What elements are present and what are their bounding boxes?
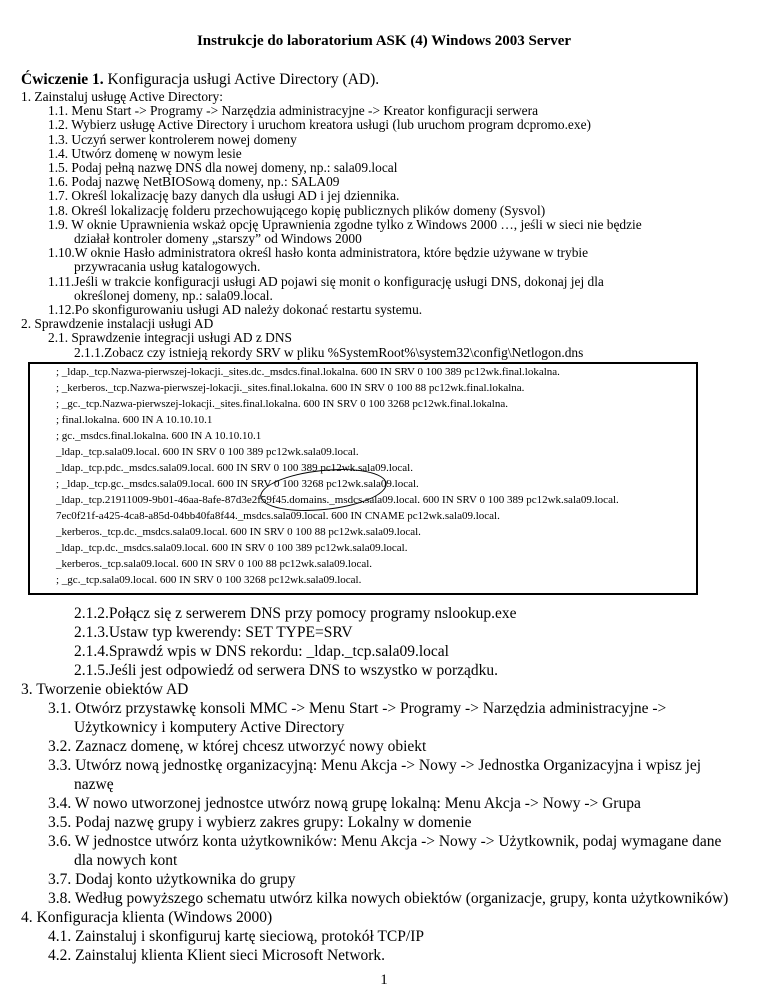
list-item: 3.2. Zaznacz domenę, w której chcesz utworzyć nowy obiekt <box>48 738 427 755</box>
dns-record-line: ; _kerberos._tcp.Nazwa-pierwszej-lokacji._sites.final.lokalna. 600 IN SRV 0 100 88 pc12wk.final.lokalna. <box>56 382 525 394</box>
list-item: 1.4. Utwórz domenę w nowym lesie <box>48 145 242 161</box>
list-item: 1.12.Po skonfigurowaniu usługi AD należy dokonać restartu systemu. <box>48 302 423 317</box>
list-item: 1.7. Określ lokalizację bazy danych dla usługi AD i jej dziennika. <box>48 188 400 204</box>
list-item: 4.2. Zainstaluj klienta Klient sieci Microsoft Network. <box>48 947 386 964</box>
list-item: 2.1.4.Sprawdź wpis w DNS rekordu: _ldap._tcp.sala09.local <box>74 643 449 660</box>
list-item: 1.3. Uczyń serwer kontrolerem nowej domeny <box>48 131 297 147</box>
list-item: 1.2. Wybierz usługę Active Directory i uruchom kreatora usługi (lub uruchom program dcpromo.exe) <box>48 117 591 133</box>
list-item: 2.1.3.Ustaw typ kwerendy: SET TYPE=SRV <box>74 624 353 641</box>
dns-record-line: _ldap._tcp.pdc._msdcs.sala09.local. 600 IN SRV 0 100 389 pc12wk.sala09.local. <box>56 462 413 474</box>
list-item: 3.6. W jednostce utwórz konta użytkowników: Menu Akcja -> Nowy -> Użytkownik, podaj wymagane dane <box>48 833 722 850</box>
list-item: 1.5. Podaj pełną nazwę DNS dla nowej domeny, np.: sala09.local <box>48 160 398 175</box>
list-item: określonej domeny, np.: sala09.local. <box>74 287 273 303</box>
dns-record-line: _ldap._tcp.21911009-9b01-46aa-8afe-87d3e2f59f45.domains._msdcs.sala09.local. 600 IN SRV 0 100 389 pc12wk.sala09.local. <box>56 494 619 506</box>
list-item: 4. Konfiguracja klienta (Windows 2000) <box>21 909 273 926</box>
dns-record-line: _ldap._tcp.dc._msdcs.sala09.local. 600 IN SRV 0 100 389 pc12wk.sala09.local. <box>56 542 408 554</box>
list-item-continued: dla nowych kont <box>74 852 178 869</box>
list-item-continued: przywracania usług katalogowych. <box>74 259 261 275</box>
list-item: 2.1.1.Zobacz czy istnieją rekordy SRV w pliku %SystemRoot%\system32\config\Netlogon.dns <box>74 344 584 360</box>
list-item: 2.1. Sprawdzenie integracji usługi AD z DNS <box>48 330 292 346</box>
document-title: Instrukcje do laboratorium ASK (4) Windows 2003 Server <box>196 33 572 49</box>
list-item: 3.1. Otwórz przystawkę konsoli MMC -> Menu Start -> Programy -> Narzędzia administracyjne -> <box>48 700 667 717</box>
list-item: 3.3. Utwórz nową jednostkę organizacyjną: Menu Akcja -> Nowy -> Jednostka Organizacyjna i wpisz jej <box>48 757 702 774</box>
list-item: 4.1. Zainstaluj i skonfiguruj kartę sieciową, protokół TCP/IP <box>48 928 424 945</box>
list-item: 3.8. Według powyższego schematu utwórz kilka nowych obiektów (organizacje, grupy, konta użytkowników) <box>48 890 729 907</box>
list-item: 2.1.2.Połącz się z serwerem DNS przy pomocy programy nslookup.exe <box>74 605 517 622</box>
dns-record-line: 7ec0f21f-a425-4ca8-a85d-04bb40fa8f44._msdcs.sala09.local. 600 IN CNAME pc12wk.sala09.local. <box>56 510 500 522</box>
dns-record-line: ; _gc._tcp.sala09.local. 600 IN SRV 0 100 3268 pc12wk.sala09.local. <box>56 574 362 586</box>
dns-record-line: _kerberos._tcp.dc._msdcs.sala09.local. 600 IN SRV 0 100 88 pc12wk.sala09.local. <box>56 526 421 538</box>
dns-record-line: ; gc._msdcs.final.lokalna. 600 IN A 10.10.10.1 <box>56 430 262 442</box>
list-item-continued: działał kontroler domeny „starszy” od Windows 2000 <box>74 231 362 246</box>
exercise-text: Konfiguracja usługi Active Directory (AD). <box>103 71 380 88</box>
netlogon-dns-listing <box>28 362 698 595</box>
list-item: 1.9. W oknie Uprawnienia wskaż opcję Uprawnienia zgodne tylko z Windows 2000 …, jeśli w sieci nie będzie <box>48 216 642 232</box>
list-item: 2.1.5.Jeśli jest odpowiedź od serwera DNS to wszystko w porządku. <box>74 662 499 679</box>
dns-record-line: _ldap._tcp.sala09.local. 600 IN SRV 0 100 389 pc12wk.sala09.local. <box>56 446 359 458</box>
list-item: 3.4. W nowo utworzonej jednostce utwórz nową grupę lokalną: Menu Akcja -> Nowy -> Grupa <box>48 795 641 812</box>
list-item: 1. Zainstaluj usługę Active Directory: <box>21 89 223 104</box>
list-item: 1.10.W oknie Hasło administratora określ hasło konta administratora, które będzie używane w trybie <box>48 245 589 261</box>
list-item: 3.7. Dodaj konto użytkownika do grupy <box>48 871 296 888</box>
page-number: 1 <box>380 972 388 988</box>
dns-record-line: ; _ldap._tcp.Nazwa-pierwszej-lokacji._sites.dc._msdcs.final.lokalna. 600 IN SRV 0 100 389 pc12wk.final.lokalna. <box>56 366 560 378</box>
list-item: 1.8. Określ lokalizację folderu przechowującego kopię publicznych plików domeny (Sysvol) <box>48 202 546 218</box>
list-item: 1.6. Podaj nazwę NetBIOSową domeny, np.: SALA09 <box>48 174 340 190</box>
exercise-label: Ćwiczenie 1. <box>21 71 104 88</box>
list-item: 3.5. Podaj nazwę grupy i wybierz zakres grupy: Lokalny w domenie <box>48 814 472 831</box>
list-item-continued: Użytkownicy i komputery Active Directory <box>74 719 345 736</box>
list-item: 3. Tworzenie obiektów AD <box>21 681 189 698</box>
list-item: 2. Sprawdzenie instalacji usługi AD <box>21 316 214 332</box>
list-item-continued: nazwę <box>74 776 114 793</box>
dns-record-line: ; _gc._tcp.Nazwa-pierwszej-lokacji._sites.final.lokalna. 600 IN SRV 0 100 3268 pc12wk.final.lokalna. <box>56 398 508 410</box>
dns-record-line: ; final.lokalna. 600 IN A 10.10.10.1 <box>56 414 213 426</box>
dns-record-line: _kerberos._tcp.sala09.local. 600 IN SRV 0 100 88 pc12wk.sala09.local. <box>56 558 373 570</box>
dns-record-line: ; _ldap._tcp.gc._msdcs.sala09.local. 600 IN SRV 0 100 3268 pc12wk.sala09.local. <box>56 478 419 490</box>
list-item: 1.1. Menu Start -> Programy -> Narzędzia administracyjne -> Kreator konfiguracji serwera <box>48 103 539 119</box>
list-item: 1.11.Jeśli w trakcie konfiguracji usługi AD pojawi się monit o konfigurację usługi DNS, dokonaj jej dla <box>48 273 604 289</box>
exercise-heading <box>21 71 379 88</box>
